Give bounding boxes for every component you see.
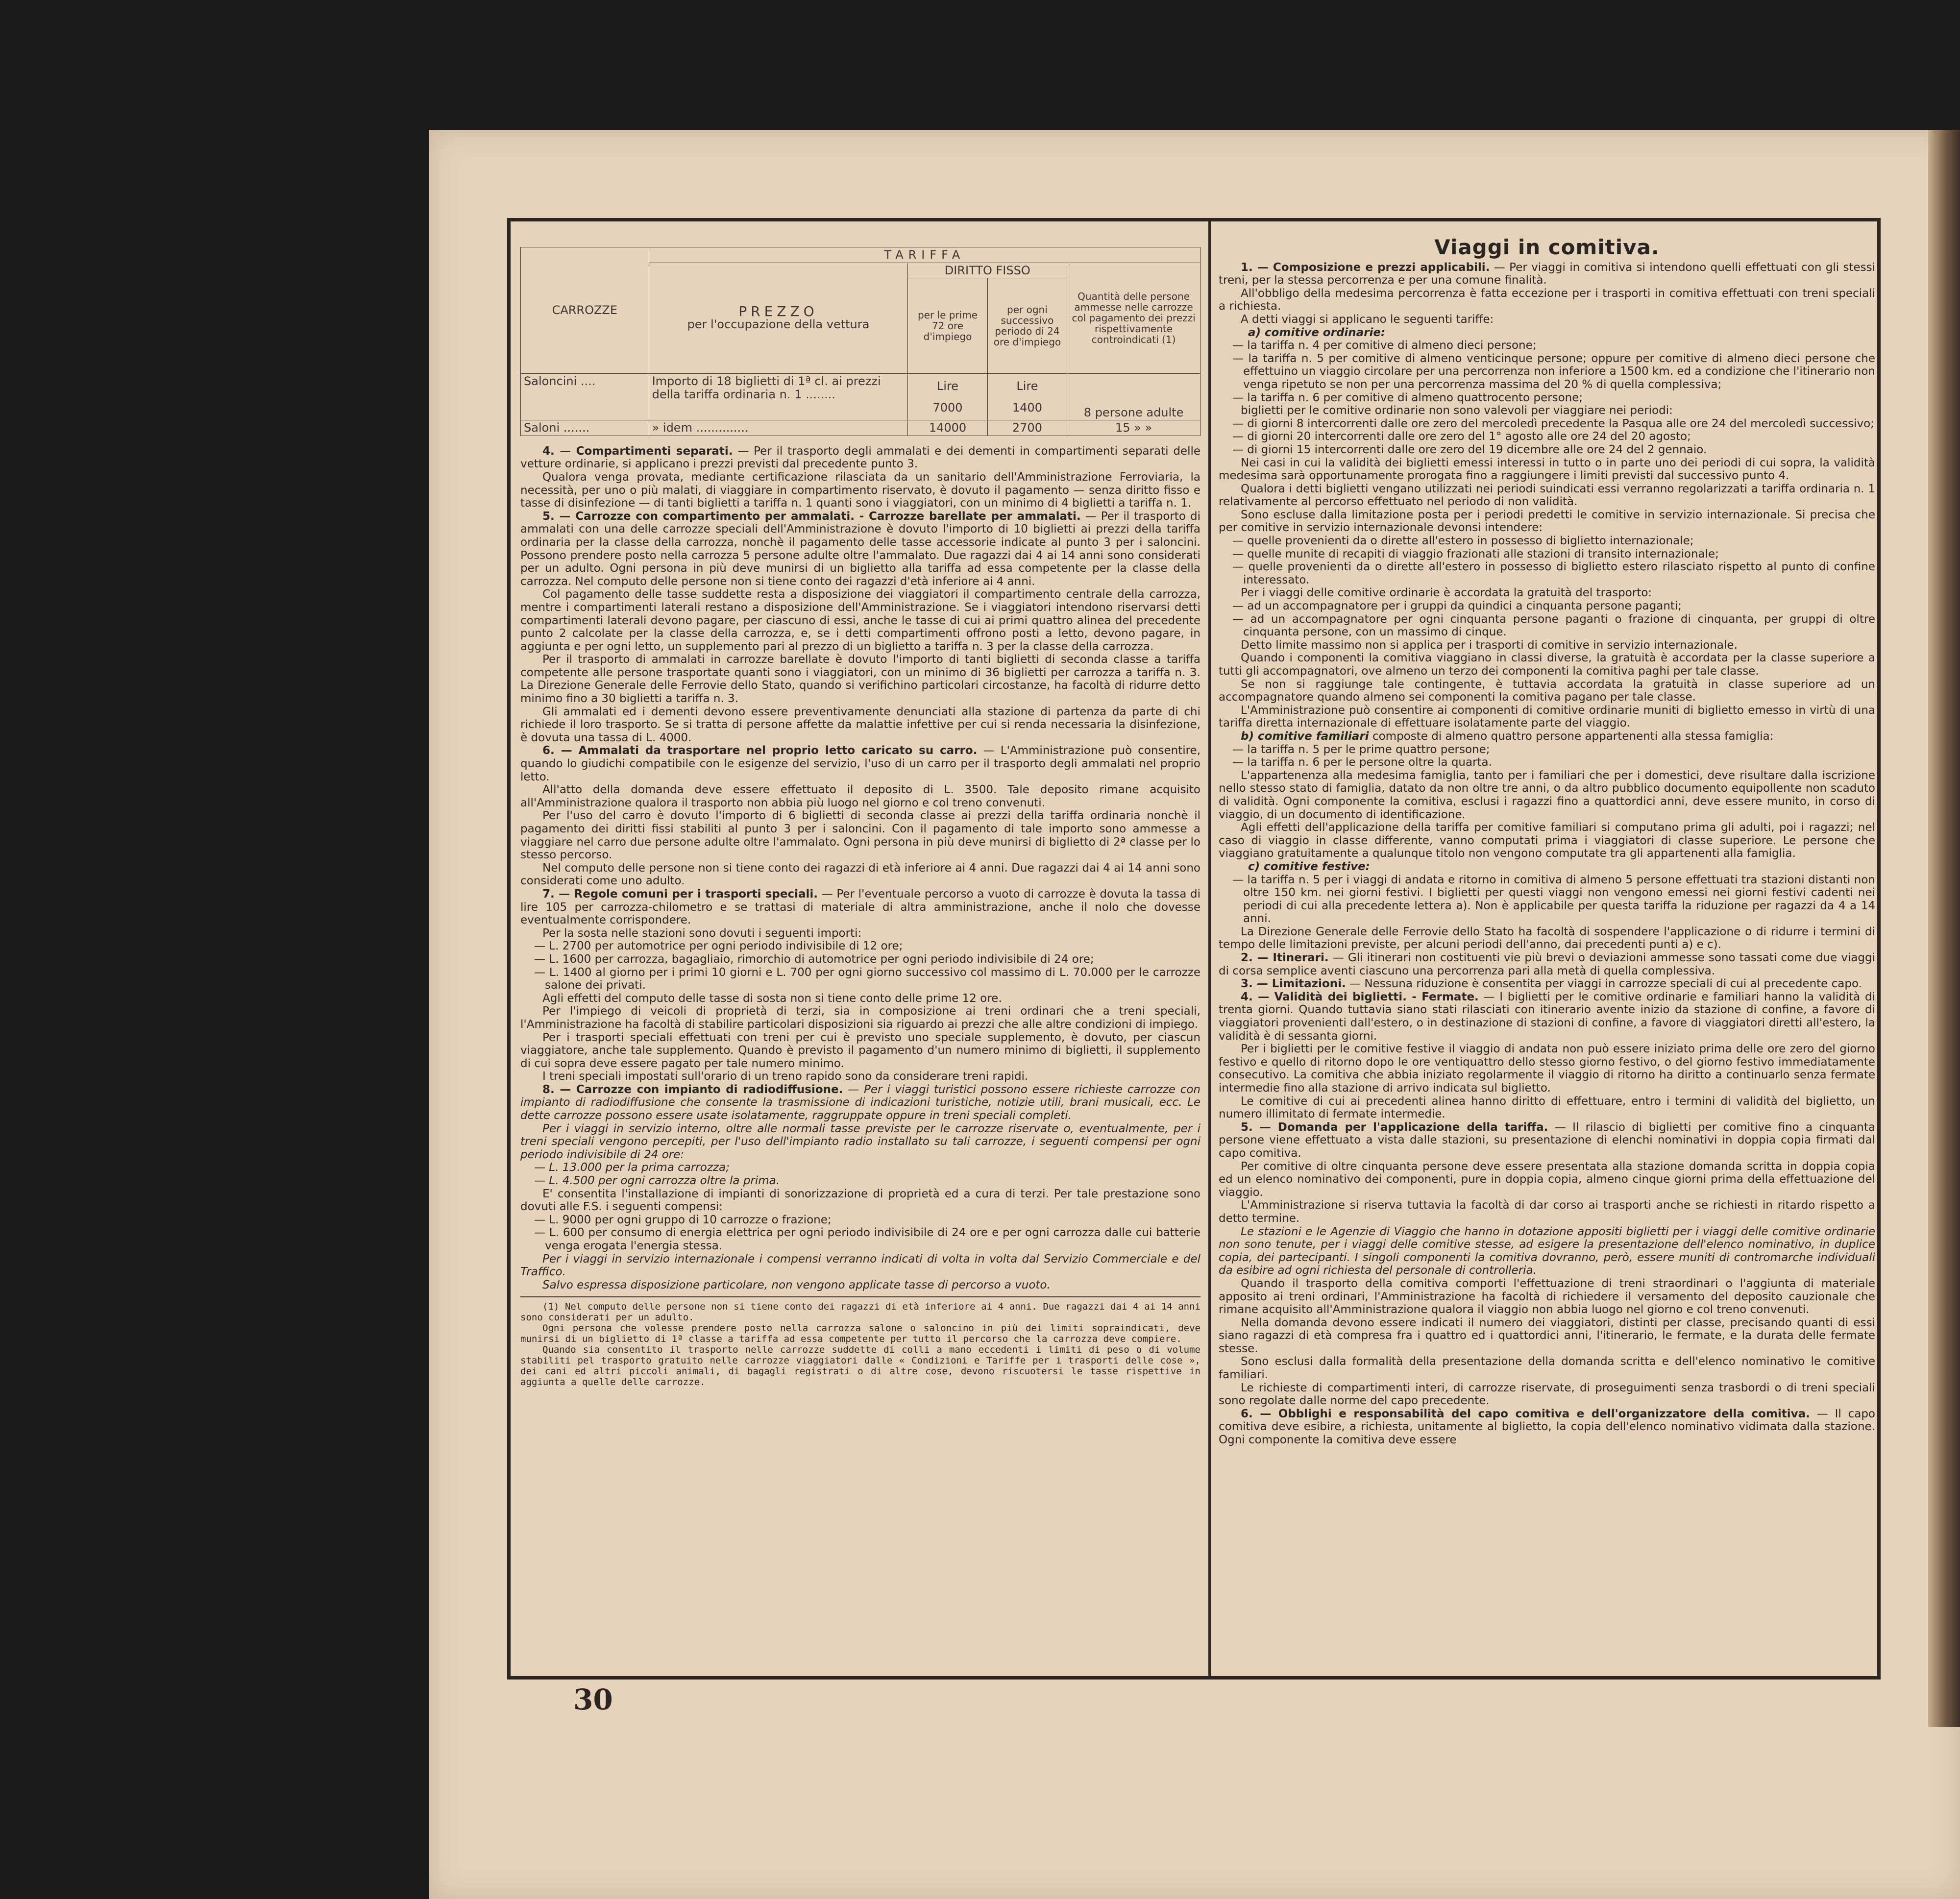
list-item: — L. 600 per consumo di energia elettrica per ogni periodo indivisibile di 24 ore e per ogni carrozza dalle cui batterie venga erogata l'energia stessa. (534, 1226, 1200, 1252)
paragraph-text: — I biglietti per le comitive ordinarie e familiari hanno la validità di trenta giorni. Quando tuttavia siano stati rilasciati con itinerario avente inizio da stazione di confine, a favore di viaggiatori provenienti dall'estero, o in destinazione di stazioni di confine, a favore di viaggiatori diretti all'estero, la validità è di sessanta giorni. (1219, 990, 1875, 1043)
paragraph: Per i viaggi in servizio interno, oltre alle normali tasse previste per le carrozze riservate o, eventualmente, per i treni speciali vengono percepiti, per l'uso dell'impianto radio installato su tali carrozze, i seguenti compensi per ogni periodo indivisibile di 24 ore: (520, 1122, 1200, 1161)
paragraph: L'appartenenza alla medesima famiglia, tanto per i familiari che per i domestici, deve risultare dalla iscrizione nello stesso stato di famiglia, datato da non oltre tre anni, o da altro pubblico documento equipollente non scaduto di validità. Ogni componente la comitiva, esclusi i ragazzi fino a quattordici anni, deve essere munito, in corso di viaggio, di un documento di identificazione. (1219, 769, 1875, 821)
section-heading: 4. — Validità dei biglietti. - Fermate. (1241, 990, 1479, 1003)
paragraph: La Direzione Generale delle Ferrovie dello Stato ha facoltà di sospendere l'applicazione o di ridurre i termini di tempo delle limitazioni previste, per alcuni periodi dell'anno, dai precedenti punti a) e c). (1219, 925, 1875, 951)
column-divider (1208, 221, 1211, 1676)
row-persons: 15 » » (1067, 420, 1200, 436)
row-first (908, 374, 987, 420)
row-persons: 8 persone adulte (1067, 374, 1200, 420)
paragraph-text: — Il rilascio di biglietti per comitive fino a cinquanta persone viene effettuato a vista dalle stazioni, su presentazione di elenchi nominativi in doppia copia firmati dal capo comitiva. (1219, 1120, 1875, 1160)
section-heading: 2. — Itinerari. (1241, 951, 1329, 965)
paragraph: Per i viaggi delle comitive ordinarie è accordata la gratuità del trasporto: (1241, 586, 1652, 600)
paragraph: E' consentita l'installazione di impianti di sonorizzazione di proprietà ed a cura di terzi. Per tale prestazione sono dovuti alle F.S. i seguenti compensi: (520, 1187, 1200, 1214)
list-item: — L. 2700 per automotrice per ogni periodo indivisibile di 12 ore; (534, 940, 903, 953)
paragraph: Detto limite massimo non si applica per i trasporti di comitive in servizio internazionale. (1241, 638, 1738, 652)
right-column (1219, 221, 1875, 1676)
row-each (987, 374, 1067, 420)
header-carrozze: CARROZZE (521, 247, 649, 374)
list-item: — L. 1400 al giorno per i primi 10 giorni e L. 700 per ogni giorno successivo col massimo di L. 70.000 per le carrozze salone dei privati. (534, 966, 1200, 992)
subheading-text: c) comitive festive: (1248, 860, 1370, 873)
footnotes (520, 1296, 1200, 1388)
section-heading: 5. — Carrozze con compartimento per ammalati. - Carrozze barellate per ammalati. (542, 510, 1081, 523)
paragraph: Nei casi in cui la validità dei biglietti emessi interessi in tutto o in parte uno dei periodi di cui sopra, la validità medesima sarà opportunamente prorogata fino a raggiungere i limiti previsti dal successivo punto 4. (1219, 456, 1875, 483)
paragraph-text: — Per i viaggi turistici possono essere richieste carrozze con impianto di radiodiffusione che consente la trasmissione di indicazioni turistiche, notizie utili, brani musicali, ecc. Le dette carrozze possono essere usate isolatamente, raggruppate oppure in treni speciali completi. (520, 1083, 1200, 1122)
table-row (521, 374, 1200, 420)
paragraph (1219, 977, 1875, 991)
value-each: 1400 (1012, 401, 1042, 415)
subheading (1219, 326, 1875, 340)
page-frame (507, 218, 1881, 1680)
left-column (520, 221, 1200, 1676)
paragraph: Qualora i detti biglietti vengano utilizzati nei periodi suindicati essi verranno regolarizzati a tariffa ordinaria n. 1 relativamente al percorso effettuato nel periodo di non validità. (1219, 482, 1875, 509)
list-item: — di giorni 15 intercorrenti dalle ore zero del 19 dicembre alle ore 24 del 2 gennaio. (1232, 443, 1707, 456)
paragraph (1219, 1121, 1875, 1160)
paragraph-text: — Per il trasporto di ammalati con una delle carrozze speciali dell'Amministrazione è dovuto l'importo di 10 biglietti ai prezzi della tariffa ordinaria per la classe della carrozza, nonchè il pagamento delle tasse accessorie indicate al punto 3 per i saloncini. Possono prendere posto nella carrozza 5 persone adulte oltre l'ammalato. Due ragazzi dai 4 ai 14 anni sono considerati per un adulto. Ogni persona in più deve munirsi di un biglietto alla tariffa ad essa competente per la classe della carrozza. Nel computo delle persone non si tiene conto dei ragazzi d'età inferiore ai 4 anni. (520, 510, 1200, 588)
paragraph: Col pagamento delle tasse suddette resta a disposizione dei viaggiatori il compartimento centrale della carrozza, mentre i compartimenti laterali restano a disposizione dell'Amministrazione. Se i viaggiatori intendono riservarsi detti compartimenti laterali devono pagare, per ciascuno di essi, anche le tasse di cui ai primi quattro alinea del precedente punto 2 calcolate per la classe della carrozza, e, se i detti compartimenti offrono posti a letto, devono pagare, in aggiunta e per ogni letto, un supplemento pari al prezzo di un biglietto a tariffa n. 3 per la classe della carrozza. (520, 588, 1200, 653)
subheading-text: a) comitive ordinarie: (1248, 326, 1386, 339)
paragraph: Agli effetti del computo delle tasse di sosta non si tiene conto delle prime 12 ore. (542, 992, 1002, 1005)
row-name: Saloni ....... (521, 420, 649, 436)
header-prezzo-sub: per l'occupazione della vettura (687, 317, 870, 332)
header-prezzo-title: PREZZO (738, 303, 818, 319)
paragraph: Per i viaggi in servizio internazionale i compensi verranno indicati di volta in volta dal Servizio Commerciale e del Traffico. (520, 1252, 1200, 1279)
paragraph: Le richieste di compartimenti interi, di carrozze riservate, di proseguimenti senza trasbordi o di treni speciali sono regolate dalle norme del capo precedente. (1219, 1381, 1875, 1408)
paragraph: Per comitive di oltre cinquanta persone deve essere presentata alla stazione domanda scritta in doppia copia ed un elenco nominativo dei componenti, pure in doppia copia, almeno cinque giorni prima della effettuazione del viaggio. (1219, 1160, 1875, 1199)
paragraph: biglietti per le comitive ordinarie non sono valevoli per viaggiare nei periodi: (1241, 404, 1673, 417)
paragraph: L'Amministrazione si riserva tuttavia la facoltà di dar corso ai trasporti anche se richiesti in ritardo rispetto a detto termine. (1219, 1199, 1875, 1225)
paragraph-text: — L'Amministrazione può consentire, quando lo giudichi compatibile con le esigenze del servizio, l'uso di un carro per il trasporto degli ammalati nel proprio letto. (520, 744, 1200, 783)
paragraph: Per i trasporti speciali effettuati con treni per cui è previsto uno speciale supplemento, è dovuto, per ciascun viaggiatore, anche tale supplemento. Quando è previsto il pagamento d'un numero minimo di biglietti, il supplemento di cui sopra deve essere pagato per tale numero minimo. (520, 1031, 1200, 1070)
paragraph: Per l'uso del carro è dovuto l'importo di 6 biglietti di seconda classe ai prezzi della tariffa ordinaria nonchè il pagamento dei diritti fissi stabiliti al punto 3 per i saloncini. Con il pagamento di tale importo sono ammesse a viaggiare nel carro due persone adulte oltre l'ammalato. Ogni persona in più deve munirsi di biglietto di 2ª classe per lo stesso percorso. (520, 809, 1200, 862)
paragraph: Per i biglietti per le comitive festive il viaggio di andata non può essere iniziato prima delle ore zero del giorno festivo e quello di ritorno dopo le ore ventiquattro dello stesso giorno festivo, o del giorno festivo immediatamente consecutivo. La comitiva che abbia iniziato regolarmente il viaggio di ritorno ha diritto a continuarlo senza fermate intermedie fino alla stazione di arrivo indicata sul biglietto. (1219, 1043, 1875, 1095)
paragraph-text: — Nessuna riduzione è consentita per viaggi in carrozze speciali di cui al precedente capo. (1346, 977, 1862, 991)
paragraph: Per la sosta nelle stazioni sono dovuti i seguenti importi: (542, 926, 862, 940)
header-diritto-fisso: DIRITTO FISSO (908, 263, 1067, 278)
subheading (1219, 860, 1875, 874)
paragraph: Nel computo delle persone non si tiene conto dei ragazzi di età inferiore ai 4 anni. Due ragazzi dai 4 ai 14 anni sono considerati come uno adulto. (520, 861, 1200, 888)
section-heading: 8. — Carrozze con impianto di radiodiffusione. (542, 1083, 843, 1096)
footnote: Ogni persona che volesse prendere posto nella carrozza salone o saloncino in più dei limiti sopraindicati, deve munirsi di un biglietto di 1ª classe a tariffa ad essa competente per tutto il percorso che la carrozza deve compiere. (520, 1323, 1200, 1345)
section-title: Viaggi in comitiva. (1434, 235, 1660, 259)
paragraph (1219, 730, 1875, 743)
row-name: Saloncini .... (521, 374, 649, 420)
list-item: — la tariffa n. 5 per comitive di almeno venticinque persone; oppure per comitive di almeno dieci persone che effettuino un viaggio circolare per una percorrenza non inferiore a 1500 km. ed a condizione che l'itinerario non venga ripetuto se non per una percorrenza massima del 20 % di quella complessiva; (1232, 352, 1875, 391)
header-quantita: Quantità delle persone ammesse nelle carrozze col pagamento dei prezzi rispettivamente controindicati (1) (1067, 263, 1200, 374)
paragraph-text: — Per il trasporto degli ammalati e dei dementi in compartimenti separati delle vetture ordinarie, si applicano i prezzi previsti dal precedente punto 3. (520, 444, 1200, 471)
paragraph: Quando il trasporto della comitiva comporti l'effettuazione di treni straordinari o l'aggiunta di materiale apposito ai treni ordinari, l'Amministrazione ha facoltà di richiedere il versamento del deposito cauzionale che rimane acquisito all'Amministrazione qualora il viaggio non abbia luogo nel giorno e col treno convenuti. (1219, 1277, 1875, 1316)
list-item: — quelle munite di recapiti di viaggio frazionati alle stazioni di transito internazionale; (1232, 547, 1719, 560)
paragraph-text: — Per viaggi in comitiva si intendono quelli effettuati con gli stessi treni, per la stessa percorrenza e per una comune finalità. (1219, 261, 1875, 287)
header-prezzo (649, 263, 908, 374)
paragraph (520, 445, 1200, 471)
paragraph-text: — Gli itinerari non costituenti vie più brevi o deviazioni ammesse sono tassati come due viaggi di corsa semplice aventi ciascuno una percorrenza pari alla metà di quella complessiva. (1219, 951, 1875, 977)
tariff-table (520, 247, 1200, 436)
list-item: — L. 4.500 per ogni carrozza oltre la prima. (534, 1174, 780, 1188)
list-item: — quelle provenienti da o dirette all'estero in possesso di biglietto estero rilasciato rispetto al punto di confine interessato. (1232, 560, 1875, 586)
row-prezzo: Importo di 18 biglietti di 1ª cl. ai prezzi della tariffa ordinaria n. 1 ........ (649, 374, 908, 420)
list-item: — L. 9000 per ogni gruppo di 10 carrozze o frazione; (534, 1213, 832, 1226)
paragraph: Se non si raggiunge tale contingente, è tuttavia accordata la gratuità in classe superiore ad un accompagnatore quando almeno sei componenti la comitiva pagano per tale classe. (1219, 678, 1875, 704)
unit-label: Lire (1016, 379, 1038, 393)
header-first-72: per le prime 72 ore d'impiego (908, 278, 987, 374)
list-item: — ad un accompagnatore per i gruppi da quindici a cinquanta persone paganti; (1232, 600, 1682, 613)
paragraph: A detti viaggi si applicano le seguenti tariffe: (1241, 313, 1494, 326)
unit-label: Lire (936, 379, 959, 393)
paragraph-text: composte di almeno quattro persone appartenenti alla stessa famiglia: (1369, 730, 1774, 743)
list-item: — quelle provenienti da o dirette all'estero in possesso di biglietto internazionale; (1232, 535, 1694, 548)
paragraph (520, 1083, 1200, 1122)
footnote: Quando sia consentito il trasporto nelle carrozze suddette di colli a mano eccedenti i limiti di peso o di volume stabiliti pel trasporto gratuito nelle carrozze viaggiatori dalle « Condizioni e Tariffe per i trasporti delle cose », dei cani ed altri piccoli animali, di bagagli registrati o di altre cose, devono riscuotersi le tasse rispettive in aggiunta a quelle delle carrozze. (520, 1344, 1200, 1388)
section-heading: 7. — Regole comuni per i trasporti speciali. (542, 887, 818, 901)
paragraph (520, 888, 1200, 927)
section-heading: 5. — Domanda per l'applicazione della tariffa. (1241, 1120, 1548, 1134)
paragraph (1219, 261, 1875, 287)
paragraph: Quando i componenti la comitiva viaggiano in classi diverse, la gratuità è accordata per la classe superiore a tutti gli accompagnatori, ove almeno un terzo dei componenti la comitiva paghi per tale classe. (1219, 652, 1875, 678)
paragraph: Per l'impiego di veicoli di proprietà di terzi, sia in composizione ai treni ordinari che a treni speciali, l'Amministrazione ha facoltà di stabilire particolari disposizioni sia riguardo ai prezzi che alle altre condizioni di impiego. (520, 1005, 1200, 1031)
paragraph (520, 510, 1200, 588)
paragraph: Le stazioni e le Agenzie di Viaggio che hanno in dotazione appositi biglietti per i viaggi delle comitive ordinarie non sono tenute, per i viaggi delle comitive stesse, ad esigere la presentazione dell'elenco nominativo, in duplice copia, dei partecipanti. I singoli componenti la comitiva dovranno, però, essere muniti di contromarche individuali da esibire ad ogni richiesta del personale di controlleria. (1219, 1225, 1875, 1277)
paragraph: Sono esclusi dalla formalità della presentazione della domanda scritta e dell'elenco nominativo le comitive familiari. (1219, 1355, 1875, 1382)
list-item: — la tariffa n. 6 per le persone oltre la quarta. (1232, 756, 1492, 769)
paragraph (1219, 1408, 1875, 1447)
paragraph-text: — Il capo comitiva deve esibire, a richiesta, unitamente al biglietto, la copia dell'elenco nominativo vidimata dalla stazione. Ogni componente la comitiva deve essere (1219, 1407, 1875, 1447)
paragraph: Gli ammalati ed i dementi devono essere preventivamente denunciati alla stazione di partenza da parte di chi richiede il loro trasporto. Se si tratta di persone affette da malattie infettive per cui si renda necessaria la disinfezione, è dovuta una tassa di L. 4000. (520, 705, 1200, 744)
list-item: — di giorni 8 intercorrenti dalle ore zero del mercoledì precedente la Pasqua alle ore 24 del mercoledì successivo; (1232, 417, 1874, 430)
paragraph: I treni speciali impostati sull'orario di un treno rapido sono da considerare treni rapidi. (542, 1070, 1029, 1083)
section-heading: 6. — Obblighi e responsabilità del capo comitiva e dell'organizzatore della comitiva. (1241, 1407, 1810, 1420)
paragraph: All'atto della domanda deve essere effettuato il deposito di L. 3500. Tale deposito rimane acquisito all'Amministrazione qualora il trasporto non abbia più luogo nel giorno e col treno convenuti. (520, 783, 1200, 809)
section-heading: 6. — Ammalati da trasportare nel proprio letto caricato su carro. (542, 744, 978, 757)
table-row (521, 420, 1200, 436)
header-tariffa: TARIFFA (649, 247, 1200, 263)
value-first: 7000 (932, 401, 963, 415)
page-number: 30 (573, 1683, 613, 1716)
paragraph: Salvo espressa disposizione particolare, non vengono applicate tasse di percorso a vuoto. (542, 1278, 1051, 1291)
paragraph (1219, 991, 1875, 1043)
paragraph: Le comitive di cui ai precedenti alinea hanno diritto di effettuare, entro i termini di validità del biglietto, un numero illimitato di fermate intermedie. (1219, 1095, 1875, 1121)
left-body (520, 445, 1200, 1388)
book-spine (1928, 130, 1960, 1727)
value-each: 2700 (987, 420, 1067, 436)
paragraph (1219, 951, 1875, 977)
paragraph: L'Amministrazione può consentire ai componenti di comitive ordinarie muniti di biglietto emesso in virtù di una tariffa diretta internazionale di effettuare isolatamente parte del viaggio. (1219, 704, 1875, 730)
footnote: (1) Nel computo delle persone non si tiene conto dei ragazzi di età inferiore ai 4 anni. Due ragazzi dai 4 ai 14 anni sono considerati per un adulto. (520, 1301, 1200, 1323)
paragraph: Sono escluse dalla limitazione posta per i periodi predetti le comitive in servizio internazionale. Si precisa che per comitive in servizio internazionale devonsi intendere: (1219, 508, 1875, 535)
list-item: — L. 1600 per carrozza, bagagliaio, rimorchio di automotrice per ogni periodo indivisibile di 24 ore; (534, 952, 1094, 966)
paragraph: Per il trasporto di ammalati in carrozze barellate è dovuto l'importo di tanti biglietti di seconda classe a tariffa competente alle persone trasportate quanti sono i viaggiatori, con un minimo di 36 biglietti per carrozza a tariffa n. 3. La Direzione Generale delle Ferrovie dello Stato, quando si verifichino particolari circostanze, ha facoltà di ridurre detto minimo fino a 30 biglietti a tariffa n. 3. (520, 653, 1200, 706)
list-item: — la tariffa n. 6 per comitive di almeno quattrocento persone; (1232, 391, 1583, 404)
list-item: — di giorni 20 intercorrenti dalle ore zero del 1° agosto alle ore 24 del 20 agosto; (1232, 430, 1691, 443)
subheading-text: b) comitive familiari (1241, 730, 1369, 743)
value-first: 14000 (908, 420, 987, 436)
paragraph-text: — Per l'eventuale percorso a vuoto di carrozze è dovuta la tassa di lire 105 per carrozza-chilometro e se trattasi di materiale di altra amministrazione, anche il nolo che dovesse eventualmente corrispondere. (520, 887, 1200, 927)
section-heading: 4. — Compartimenti separati. (542, 444, 733, 458)
list-item: — la tariffa n. 4 per comitive di almeno dieci persone; (1232, 339, 1537, 352)
header-each-24: per ogni successivo periodo di 24 ore d'impiego (987, 278, 1067, 374)
paragraph (520, 744, 1200, 783)
list-item: — la tariffa n. 5 per le prime quattro persone; (1232, 743, 1490, 756)
list-item: — L. 13.000 per la prima carrozza; (534, 1161, 730, 1174)
paragraph: Nella domanda devono essere indicati il numero dei viaggiatori, distinti per classe, precisando quanti di essi siano ragazzi di età compresa fra i quattro ed i quattordici anni, l'itinerario, le fermate, e la durata delle fermate stesse. (1219, 1316, 1875, 1355)
paragraph: All'obbligo della medesima percorrenza è fatta eccezione per i trasporti in comitiva effettuati con treni speciali a richiesta. (1219, 287, 1875, 313)
list-item: — la tariffa n. 5 per i viaggi di andata e ritorno in comitiva di almeno 5 persone effettuati tra stazioni distanti non oltre 150 km. nei giorni festivi. I biglietti per questi viaggi non vengono emessi nei giorni festivi cadenti nei periodi di cui alla precedente lettera a). Non è applicabile per questa tariffa la riduzione per ragazzi da 4 a 14 anni. (1232, 873, 1875, 925)
section-heading: 1. — Composizione e prezzi applicabili. (1241, 261, 1490, 274)
section-heading: 3. — Limitazioni. (1241, 977, 1346, 991)
paragraph: Qualora venga provata, mediante certificazione rilasciata da un sanitario dell'Amministrazione Ferroviaria, la necessità, per uno o più malati, di viaggiare in compartimento riservato, è dovuto il pagamento — senza diritto fisso e tasse di disinfezione — di tanti biglietti a tariffa n. 1 quanti sono i viaggiatori, con un minimo di 4 biglietti a tariffa n. 1. (520, 470, 1200, 510)
row-prezzo: » idem .............. (649, 420, 908, 436)
list-item: — ad un accompagnatore per ogni cinquanta persone paganti o frazione di cinquanta, per gruppi di oltre cinquanta persone, con un massimo di cinque. (1232, 612, 1875, 639)
paragraph: Agli effetti dell'applicazione della tariffa per comitive familiari si computano prima gli adulti, poi i ragazzi; nel caso di viaggio in classe differente, vanno computati prima i viaggiatori di classe superiore. Le persone che viaggiano gratuitamente a qualunque titolo non vengono computate tra gli appartenenti alla famiglia. (1219, 821, 1875, 860)
